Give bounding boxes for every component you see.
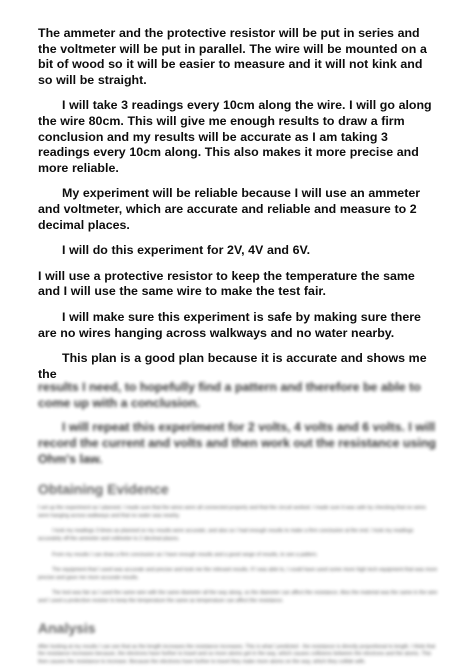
evidence-paragraph: The test was fair as I used the same wire with the same diameter all the way along, so the diameter can affect the resistance. Also the material was the same in the wire and I used a protective resistor to keep the temperature the same as temperature can affect the resistance.: [38, 590, 438, 604]
analysis-paragraph: After looking at my results I can see that as the length increases the resistance increases. This is what I predicted - the resistance is directly proportional to length. I think that the resistance increases because, the electrons have further to travel and so more atoms get in the way, which causes collisions between the electrons and the atoms. This then causes the resistance to increase. Because the electrons have further to travel they make more atoms on the way, which they collide with.: [38, 643, 436, 665]
evidence-paragraph: I took my readings 3 times as planned so my results were accurate, and also so I had enough results to make a firm conclusion at the end. I took my readings accurately off the ammeter and voltmeter to 2 decimal places.: [38, 528, 414, 543]
visible-text-section: [38, 26, 438, 382]
paragraph-fair-test: I will use a protective resistor to keep the temperature the same and I will use the same wire to make the test fair.: [38, 268, 415, 299]
paragraph-plan-continuation: results I need, to hopefully find a pattern and therefore be able to come up with a conclusion.: [38, 380, 421, 410]
paragraph-plan-start: This plan is a good plan because it is accurate and shows me the: [38, 351, 427, 381]
evidence-paragraph: The equipment that I used was accurate and precise and took me the relevant results. If I was able to, I could have used some more high tech equipment that was more precise and gave me more accurate results.: [38, 567, 438, 581]
heading-analysis: Analysis: [38, 619, 96, 636]
paragraph-readings: I will take 3 readings every 10cm along the wire. I will go along the wire 80cm. This will give me enough results to draw a firm conclusion and my results will be accurate as I am taking 3 readings every 10cm along. This also makes it more precise and more reliable.: [38, 98, 432, 175]
paragraph-circuit-setup: The ammeter and the protective resistor will be put in series and the voltmeter will be put in parallel. The wire will be mounted on a bit of wood so it will be easier to measure and it will not kink and so will be straight.: [38, 26, 427, 87]
paragraph-safety: I will make sure this experiment is safe by making sure there are no wires hanging across walkways and no water nearby.: [38, 309, 421, 340]
heading-obtaining-evidence: Obtaining Evidence: [38, 481, 169, 498]
evidence-paragraph: I set up the experiment as I planned. I made sure that the wires were all connected properly and that the circuit worked. I made sure it was safe by checking that no wires were hanging across walkways and that no water was nearby.: [38, 505, 426, 519]
paragraph-reliability: My experiment will be reliable because I will use an ammeter and voltmeter, which are accurate and reliable and measure to 2 decimal places.: [38, 186, 421, 232]
paragraph-repeat: I will repeat this experiment for 2 volts, 4 volts and 6 volts. I will record the current and volts and then work out the resistance using Ohm's law.: [38, 420, 436, 466]
evidence-paragraph: From my results I can draw a firm conclusion as I have enough results and a good range of results, to see a pattern.: [52, 551, 318, 558]
paragraph-voltages: I will do this experiment for 2V, 4V and 6V.: [62, 243, 311, 258]
blurred-preview-section: [38, 380, 438, 666]
